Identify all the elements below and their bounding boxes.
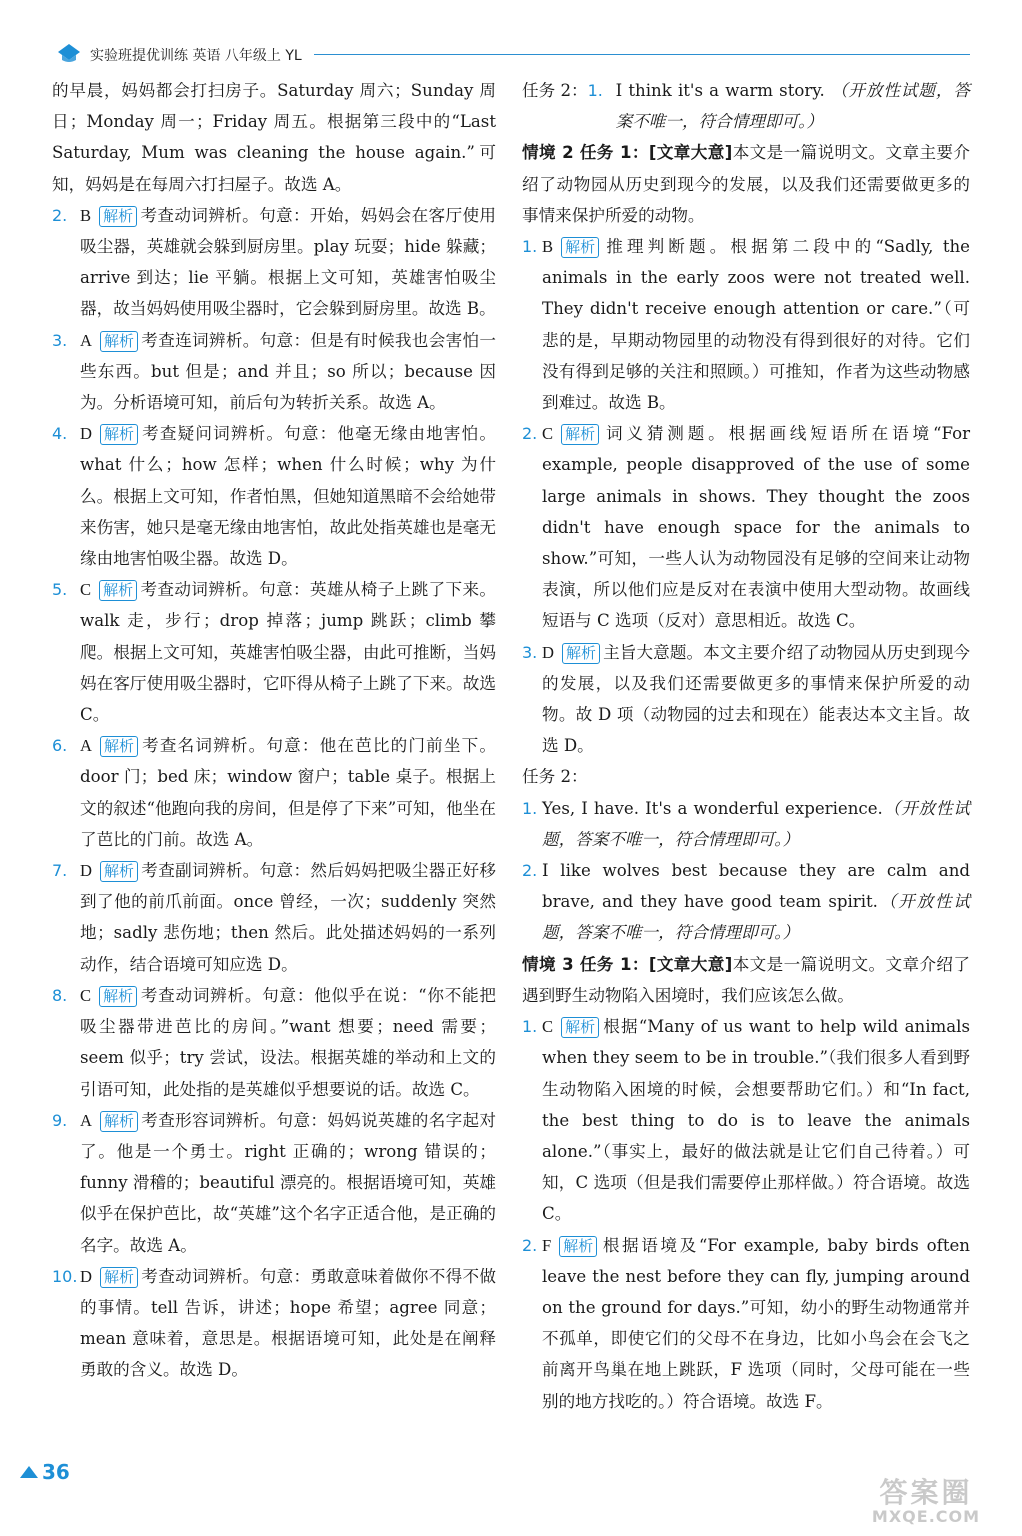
answer-letter: B [80,205,92,225]
item-number: 2. [522,861,538,881]
answer-item [52,325,496,419]
answer-letter: C [542,1017,554,1037]
item-body [80,980,496,1105]
answer-item [522,418,970,636]
answer-letter: D [80,424,92,444]
page-number: 36 [42,1460,70,1484]
item-number: 1. [522,237,538,257]
book-title: 实验班提优训练 英语 八年级上 YL [90,48,302,64]
answer-letter: D [80,861,92,881]
item-text: 考查动词辨析。句意：勇敢意味着做你不得不做的事情。tell 告诉，讲述；hope 希望；agree 同意；mean 意味着，意思是。根据语境可知，此处是在阐释勇敢的含义。故选 D。 [80,1266,496,1380]
item-number: 2. [522,424,538,444]
item-text: 考查动词辨析。句意：英雄从椅子上跳了下来。walk 走，步行；drop 掉落；jump 跳跃；climb 攀爬。根据上文可知，英雄害怕吸尘器，由此可推断，当妈妈在客厅使用吸尘器时，它吓得从椅子上跳了下来。故选 C。 [80,580,496,725]
analysis-tag: 解析 [559,1236,597,1257]
item-text: I like wolves best because they are calm and brave, and they have good team spirit. [542,861,970,912]
book-logo-icon [56,42,82,64]
task2-first-note: （开放性试题，答案不唯一，符合情理即可。） [615,81,971,132]
situation3-summary [522,949,970,1011]
answer-item [522,855,970,949]
situation2-task2-label: 任务 2： [522,767,588,787]
left-answer-list [52,200,496,1386]
answer-item [522,1011,970,1229]
analysis-tag: 解析 [100,331,138,352]
item-body [542,231,970,418]
item-text: Yes, I have. It's a wonderful experience. [542,798,883,818]
answer-letter: C [542,424,554,444]
answer-item [52,574,496,730]
item-number: 2. [522,1235,538,1255]
situation2-task2-list [522,793,970,949]
page-arrow-icon [20,1466,38,1478]
task2-label: 任务 2： [522,81,588,100]
answer-item [522,793,970,855]
item-number: 4. [52,424,68,444]
analysis-tag: 解析 [99,206,137,227]
item-text: 根据“Many of us want to help wild animals when they seem to be in trouble.”（我们很多人看到野生动物陷入困境的时候，会想要帮助它们。）和“In fact, the best thing to do is to leave the animals alone.”（事实上，最好的做法就是让它们自己待着。）可知，C 选项（但是我们需要停止那样做。）符合语境。故选 C。 [542,1017,970,1224]
item-body [80,325,496,419]
intro-paragraph: 的早晨，妈妈都会打扫房子。Saturday 周六；Sunday 周日；Monday 周一；Friday 周五。根据第三段中的“Last Saturday, Mum was cleaning the house again.”可知，妈妈是在每周六打扫屋子。故选 A。 [52,81,496,194]
answer-item [522,637,970,762]
answer-letter: D [80,1266,92,1286]
situation2-summary [522,137,970,231]
answer-letter: A [80,1110,92,1130]
analysis-tag: 解析 [100,861,138,882]
item-text: 主旨大意题。本文主要介绍了动物园从历史到现今的发展，以及我们还需要做更多的事情来保护所爱的动物。故 D 项（动物园的过去和现在）能表达本文主旨。故选 D。 [542,642,970,756]
site-watermark [846,1478,1006,1528]
item-body [80,1261,496,1386]
answer-letter: C [80,985,92,1005]
answer-item [522,231,970,418]
answer-letter: F [542,1235,552,1255]
item-body [542,418,970,636]
item-number: 1. [522,1017,538,1037]
analysis-tag: 解析 [561,1017,599,1038]
answer-letter: A [80,330,92,350]
answer-letter: C [80,580,92,600]
item-body [80,574,496,730]
header-rule [314,54,970,55]
analysis-tag: 解析 [99,986,137,1007]
situation3-heading: 情境 3 任务 1：[文章大意] [522,954,733,974]
item-body [542,793,970,855]
item-number: 10. [52,1266,78,1286]
item-text: 根据语境及“For example, baby birds often leave the nest before they can fly, jumping around on the ground for days.”可知，幼小的野生动物通常并不孤单，即使它们的父母不在身边，比如小鸟会在会飞之前离开鸟巢在地上跳跃，F 选项（同时，父母可能在一些别的地方找吃的。）符合语境。故选 F。 [542,1235,970,1411]
item-body [80,730,496,855]
task2-first [522,75,970,137]
item-text: 词义猜测题。根据画线短语所在语境“For example, people disapproved of the use of some large animals in shows. They thought the zoos didn't have enough space for the animals to show.”可知，一些人认为动物园没有足够的空间来让动物表演，所以他们应是反对在表演中使用大型动物。故画线短语与 C 选项（反对）意思相近。故选 C。 [542,424,970,631]
analysis-tag: 解析 [100,1111,138,1132]
answer-item [522,1230,970,1417]
item-number: 9. [52,1110,68,1130]
item-note: （开放性试题，答案不唯一，符合情理即可。） [542,798,970,849]
item-number: 5. [52,580,68,600]
left-column [52,75,496,1386]
item-text: 考查动词辨析。句意：他似乎在说：“你不能把吸尘器带进芭比的房间。”want 想要；need 需要；seem 似乎；try 尝试，设法。根据英雄的举动和上文的引语可知，此处指的是英雄似乎想要说的话。故选 C。 [80,985,496,1099]
page-number-badge [20,1460,80,1492]
item-number: 6. [52,736,68,756]
item-number: 3. [522,642,538,662]
item-body [542,637,970,762]
task2-first-body [616,75,970,137]
answer-letter: D [542,642,554,662]
answer-item [52,1105,496,1261]
watermark-url: MXQE.COM [871,1507,981,1526]
analysis-tag: 解析 [561,424,599,445]
item-body [542,1230,970,1417]
item-number: 2. [52,205,68,225]
item-text: 考查副词辨析。句意：然后妈妈把吸尘器正好移到了他的前爪前面。once 曾经，一次；suddenly 突然地；sadly 悲伤地；then 然后。此处描述妈妈的一系列动作，结合语境可知应选 D。 [80,861,496,974]
item-number: 3. [52,330,68,350]
item-body [80,200,496,325]
item-number: 1. [522,798,538,818]
answer-letter: B [542,237,554,257]
item-text: 考查动词辨析。句意：开始，妈妈会在客厅使用吸尘器，英雄就会躲到厨房里。play 玩耍；hide 躲藏；arrive 到达；lie 平躺。根据上文可知，英雄害怕吸尘器，故当妈妈使用吸尘器时，它会躲到厨房里。故选 B。 [80,205,496,319]
situation2-heading: 情境 2 任务 1：[文章大意] [522,143,733,163]
situation2-text: 本文是一篇说明文。文章主要介绍了动物园从历史到现今的发展，以及我们还需要做更多的事情来保护所爱的动物。 [522,143,970,225]
item-body [80,855,496,980]
item-text: 考查名词辨析。句意：他在芭比的门前坐下。door 门；bed 床；window 窗户；table 桌子。根据上文的叙述“他跑向我的房间，但是停了下来”可知，他坐在了芭比的门前。故选 A。 [80,736,496,849]
item-body [542,1011,970,1229]
item-text: 考查形容词辨析。句意：妈妈说英雄的名字起对了。他是一个勇士。right 正确的；wrong 错误的；funny 滑稽的；beautiful 漂亮的。根据语境可知，英雄似乎在保护芭比，故“英雄”这个名字正适合他，是正确的名字。故选 A。 [80,1110,496,1255]
analysis-tag: 解析 [100,424,138,445]
item-number: 8. [52,985,68,1005]
answer-item [52,980,496,1105]
situation3-text: 本文是一篇说明文。文章介绍了遇到野生动物陷入困境时，我们应该怎么做。 [522,954,970,1005]
situation3-answer-list [522,1011,970,1417]
analysis-tag: 解析 [100,736,138,757]
page-header [40,40,970,70]
answer-letter: A [80,736,92,756]
analysis-tag: 解析 [562,643,600,664]
answer-item [52,730,496,855]
task2-first-text: I think it's a warm story. [615,81,825,100]
item-text: 推理判断题。根据第二段中的“Sadly, the animals in the early zoos were not treated well. They didn't receive enough attention or care.”（可悲的是，早期动物园里的动物没有得到很好的对待。它们没有得到足够的关注和照顾。）可推知，作者为这些动物感到难过。故选 B。 [542,237,970,413]
item-text: 考查连词辨析。句意：但是有时候我也会害怕一些东西。but 但是；and 并且；so 所以；because 因为。分析语境可知，前后句为转折关系。故选 A。 [80,330,496,413]
analysis-tag: 解析 [561,237,599,258]
item-number: 7. [52,861,68,881]
answer-item [52,1261,496,1386]
task2-first-num: 1. [587,81,603,100]
answer-item [52,855,496,980]
right-column [522,75,970,1417]
item-body [80,1105,496,1261]
item-note: （开放性试题，答案不唯一，符合情理即可。） [542,892,970,943]
item-text: 考查疑问词辨析。句意：他毫无缘由地害怕。what 什么；how 怎样；when 什么时候；why 为什么。根据上文可知，作者怕黑，但她知道黑暗不会给她带来伤害，她只是毫无缘由地害怕，故此处指英雄也是毫无缘由地害怕吸尘器。故选 D。 [80,424,496,569]
item-body [80,418,496,574]
watermark-logo-text: 答案圈 [879,1476,973,1509]
answer-item [52,418,496,574]
analysis-tag: 解析 [100,1267,138,1288]
item-body [542,855,970,949]
situation2-answer-list [522,231,970,761]
analysis-tag: 解析 [99,580,137,601]
answer-item [52,200,496,325]
